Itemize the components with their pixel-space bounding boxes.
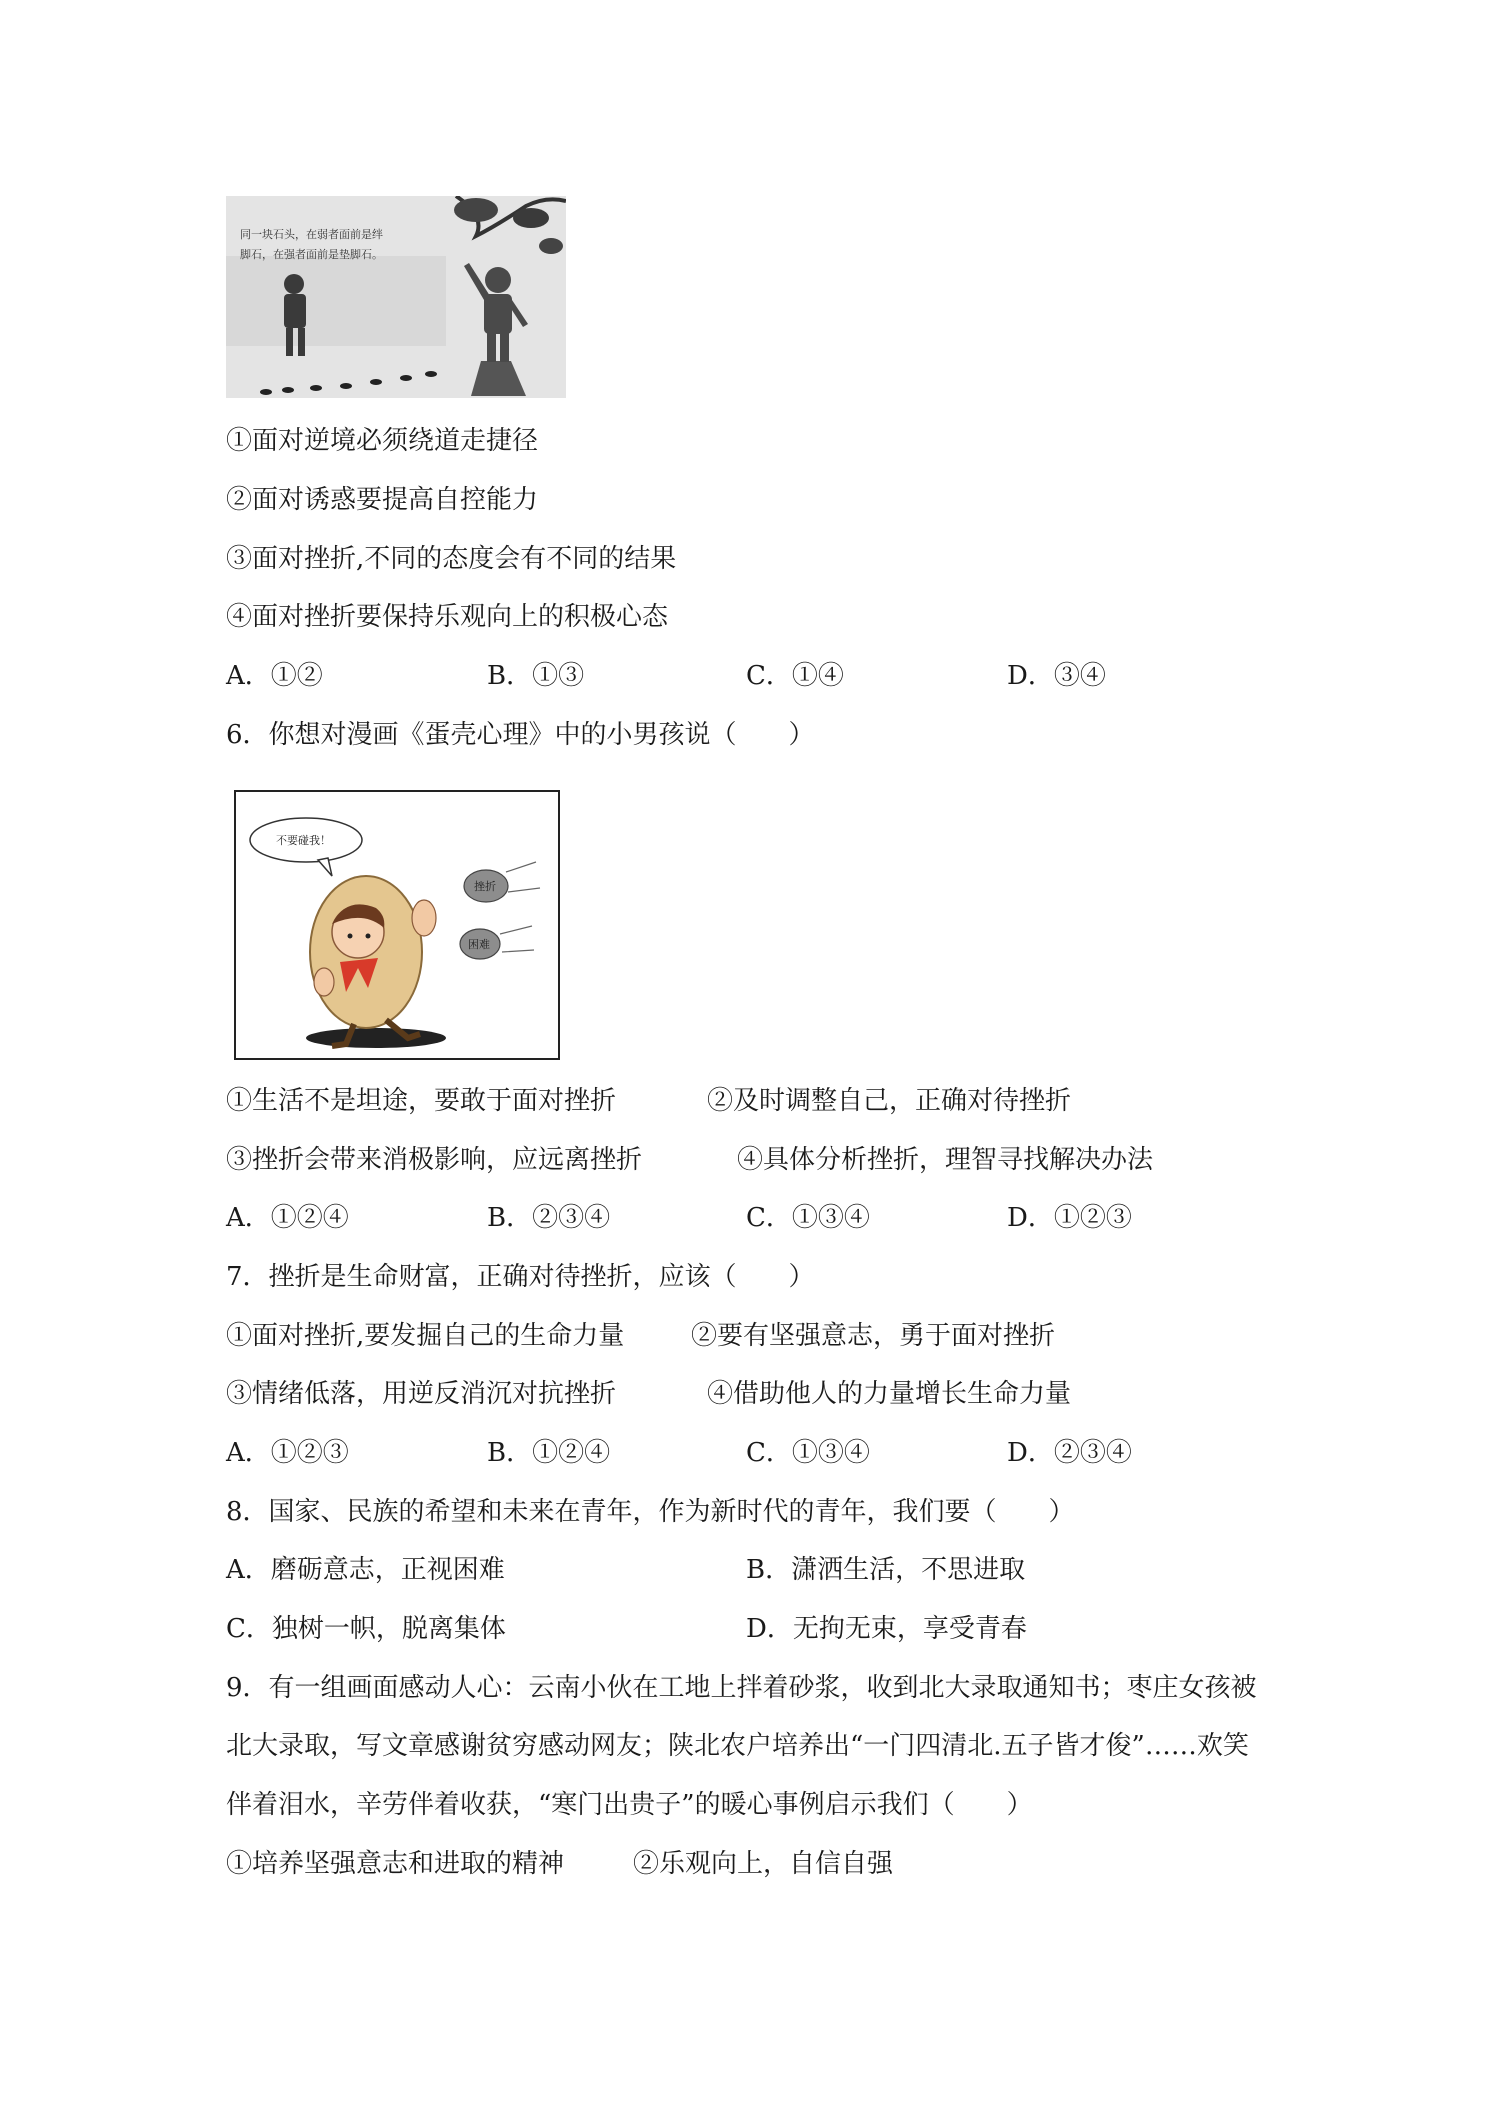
q6-option-c[interactable]: C．①③④ [746, 1203, 870, 1233]
q7-item-2: ②要有坚强意志，勇于面对挫折 [691, 1321, 1056, 1351]
q8-option-a[interactable]: A．磨砺意志，正视困难 [226, 1555, 505, 1585]
q6-item-1: ①生活不是坦途，要敢于面对挫折 [226, 1086, 617, 1116]
q7-item-1: ①面对挫折,要发掘自己的生命力量 [226, 1321, 625, 1351]
q7-option-a[interactable]: A．①②③ [226, 1438, 349, 1468]
q6-option-d[interactable]: D．①②③ [1007, 1203, 1132, 1233]
q8-option-d[interactable]: D．无拘无束，享受青春 [746, 1614, 1027, 1644]
q7-option-c[interactable]: C．①③④ [746, 1438, 870, 1468]
stone-label-2: 困难 [468, 938, 490, 951]
q7-stem: 7．挫折是生命财富，正确对待挫折，应该（ ） [226, 1262, 815, 1292]
eggshell-cartoon-image [234, 790, 560, 1060]
q5-item-1: ①面对逆境必须绕道走捷径 [226, 426, 539, 456]
q9-item-2: ②乐观向上，自信自强 [633, 1849, 894, 1879]
q5-item-4: ④面对挫折要保持乐观向上的积极心态 [226, 602, 669, 632]
q9-item-1: ①培养坚强意志和进取的精神 [226, 1849, 565, 1879]
q6-item-4: ④具体分析挫折，理智寻找解决办法 [737, 1145, 1154, 1175]
q6-item-3: ③挫折会带来消极影响，应远离挫折 [226, 1145, 643, 1175]
stone-cartoon-image [226, 196, 566, 398]
q7-option-b[interactable]: B．①②④ [487, 1438, 611, 1468]
q9-stem-line2: 北大录取，写文章感谢贫穷感动网友；陕北农户培养出“一门四清北.五子皆才俊”……欢笑 [226, 1731, 1249, 1761]
figure1-caption-line2: 脚石，在强者面前是垫脚石。 [240, 248, 383, 261]
q6-stem: 6．你想对漫画《蛋壳心理》中的小男孩说（ ） [226, 720, 815, 750]
q8-option-b[interactable]: B．潇洒生活，不思进取 [746, 1555, 1026, 1585]
figure1-caption-line1: 同一块石头，在弱者面前是绊 [240, 228, 383, 241]
q8-stem: 8．国家、民族的希望和未来在青年，作为新时代的青年，我们要（ ） [226, 1497, 1075, 1527]
q7-option-d[interactable]: D．②③④ [1007, 1438, 1132, 1468]
q7-item-4: ④借助他人的力量增长生命力量 [707, 1379, 1072, 1409]
q5-option-a[interactable]: A．①② [226, 661, 323, 691]
q9-stem-line1: 9．有一组画面感动人心：云南小伙在工地上拌着砂浆，收到北大录取通知书；枣庄女孩被 [226, 1673, 1257, 1703]
stone-label-1: 挫折 [474, 880, 496, 893]
q9-stem-line3: 伴着泪水，辛劳伴着收获，“寒门出贵子”的暖心事例启示我们（ ） [226, 1790, 1033, 1820]
q5-item-3: ③面对挫折,不同的态度会有不同的结果 [226, 544, 677, 574]
speech-bubble-text: 不要碰我！ [276, 834, 331, 847]
q5-option-d[interactable]: D．③④ [1007, 661, 1106, 691]
q6-item-2: ②及时调整自己，正确对待挫折 [707, 1086, 1072, 1116]
q7-item-3: ③情绪低落，用逆反消沉对抗挫折 [226, 1379, 617, 1409]
q6-option-b[interactable]: B．②③④ [487, 1203, 611, 1233]
q8-option-c[interactable]: C．独树一帜，脱离集体 [226, 1614, 506, 1644]
q6-option-a[interactable]: A．①②④ [226, 1203, 349, 1233]
q5-item-2: ②面对诱惑要提高自控能力 [226, 485, 539, 515]
q5-option-b[interactable]: B．①③ [487, 661, 585, 691]
q5-option-c[interactable]: C．①④ [746, 661, 844, 691]
